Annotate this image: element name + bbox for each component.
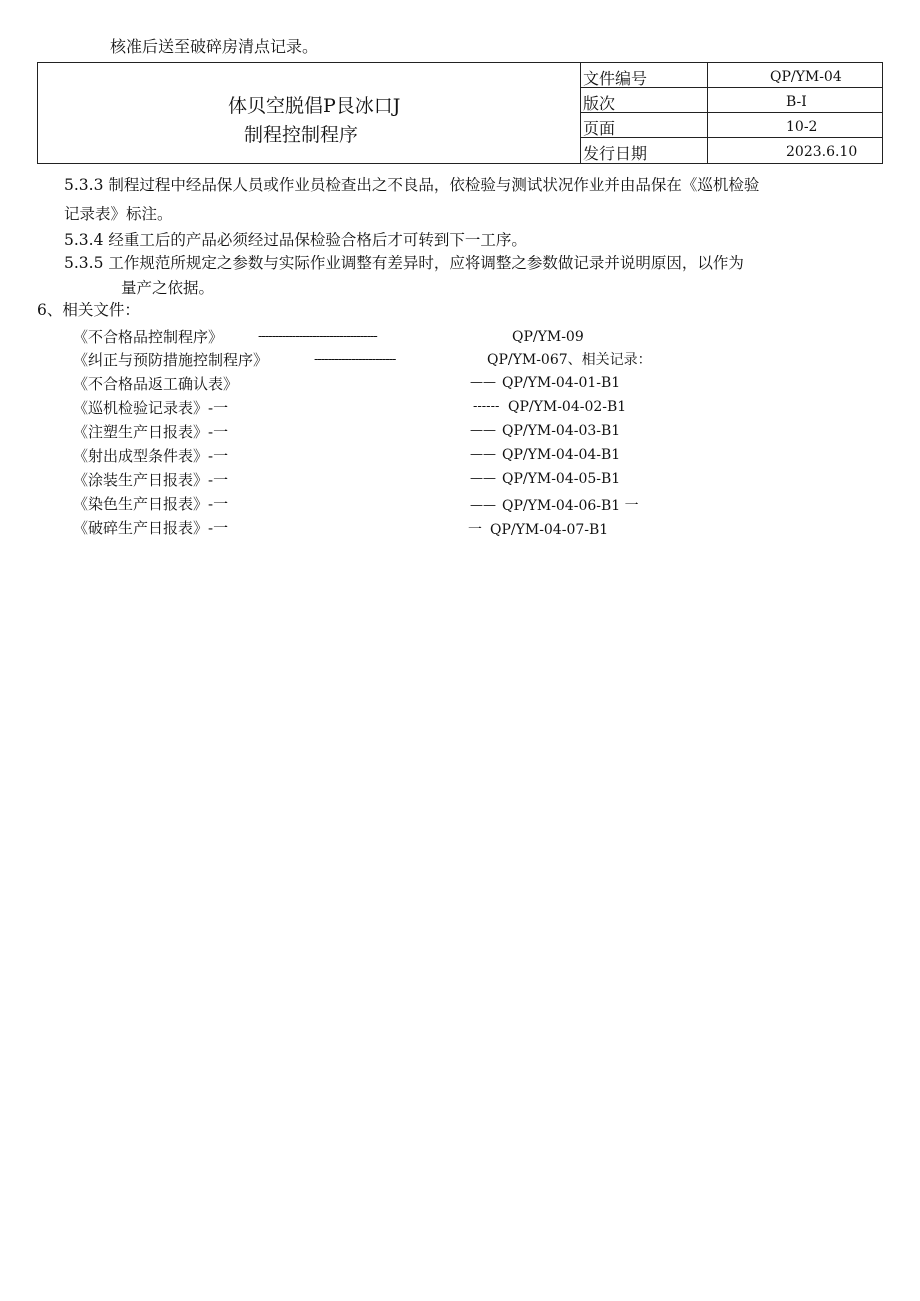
field-labels-column <box>581 63 708 163</box>
version-label: 版次 <box>583 94 616 113</box>
record-4-leader: —— <box>470 447 496 462</box>
record-4-code: QP/YM-04-04-B1 <box>502 447 621 463</box>
doc-number-value-cell <box>708 63 882 88</box>
doc-number-value: QP/YM-04 <box>770 69 842 85</box>
record-7-code: QP/YM-04-07-B1 <box>490 522 609 538</box>
record-5-name: 《涂装生产日报表》-一 <box>73 471 229 489</box>
record-7-leader: 一 <box>468 522 482 538</box>
record-3-leader: —— <box>470 423 496 438</box>
record-6-name: 《染色生产日报表》-一 <box>73 495 229 513</box>
related-doc-2-code: QP/YM-067、相关记录： <box>487 352 652 368</box>
doc-number-label: 文件编号 <box>583 69 648 88</box>
page-label-cell <box>581 113 707 138</box>
related-doc-1-name: 《不合格品控制程序》 <box>73 328 224 346</box>
related-doc-2-leader: ------------------------ <box>314 352 396 367</box>
section-5-3-3-line2: 记录表》标注。 <box>64 205 173 223</box>
version-label-cell <box>581 88 707 113</box>
issue-date-value: 2023.6.10 <box>786 144 858 160</box>
version-value-cell <box>708 88 882 113</box>
record-5-leader: —— <box>470 471 496 486</box>
document-header-table <box>37 62 883 164</box>
record-6-leader: —— <box>470 498 496 513</box>
record-1-name: 《不合格品返工确认表》 <box>73 375 239 393</box>
intro-line: 核准后送至破碎房清点记录。 <box>110 37 319 56</box>
page-label: 页面 <box>583 119 616 138</box>
version-value: B-I <box>786 94 807 110</box>
page-value: 10-2 <box>786 119 818 135</box>
document-title-line1: 体贝空脱倡P艮冰口J <box>228 95 401 117</box>
related-doc-2-name: 《纠正与预防措施控制程序》 <box>73 351 269 369</box>
issue-date-value-cell <box>708 138 882 164</box>
field-values-column <box>708 63 882 163</box>
record-1-code: QP/YM-04-01-B1 <box>502 375 621 391</box>
document-title-line2: 制程控制程序 <box>244 124 359 146</box>
record-3-code: QP/YM-04-03-B1 <box>502 423 621 439</box>
record-2-name: 《巡机检验记录表》-一 <box>73 399 229 417</box>
record-5-code: QP/YM-04-05-B1 <box>502 471 621 487</box>
section-5-3-5-line1: 5.3.5 工作规范所规定之参数与实际作业调整有差异时，应将调整之参数做记录并说明原因，以作为 <box>64 254 744 272</box>
related-docs-heading: 6、相关文件： <box>37 301 140 319</box>
title-cell <box>38 63 581 163</box>
issue-date-label: 发行日期 <box>583 144 648 163</box>
page-value-cell <box>708 113 882 138</box>
section-5-3-3-line1: 5.3.3 制程过程中经品保人员或作业员检查出之不良品，依检验与测试状况作业并由品保在《巡机检验 <box>64 176 760 194</box>
record-2-leader: ------ <box>473 399 500 414</box>
record-4-name: 《射出成型条件表》-一 <box>73 447 229 465</box>
record-6-code: QP/YM-04-06-B1 一 <box>502 498 639 514</box>
record-2-code: QP/YM-04-02-B1 <box>508 399 627 415</box>
issue-date-label-cell <box>581 138 707 164</box>
related-doc-1-leader: ----------------------------------- <box>258 329 377 344</box>
doc-number-label-cell <box>581 63 707 88</box>
section-5-3-5-line2: 量产之依据。 <box>121 279 215 297</box>
record-7-name: 《破碎生产日报表》-一 <box>73 519 229 537</box>
record-3-name: 《注塑生产日报表》-一 <box>73 423 229 441</box>
section-5-3-4: 5.3.4 经重工后的产品必须经过品保检验合格后才可转到下一工序。 <box>64 231 527 249</box>
related-doc-1-code: QP/YM-09 <box>512 329 584 345</box>
record-1-leader: —— <box>470 375 496 390</box>
